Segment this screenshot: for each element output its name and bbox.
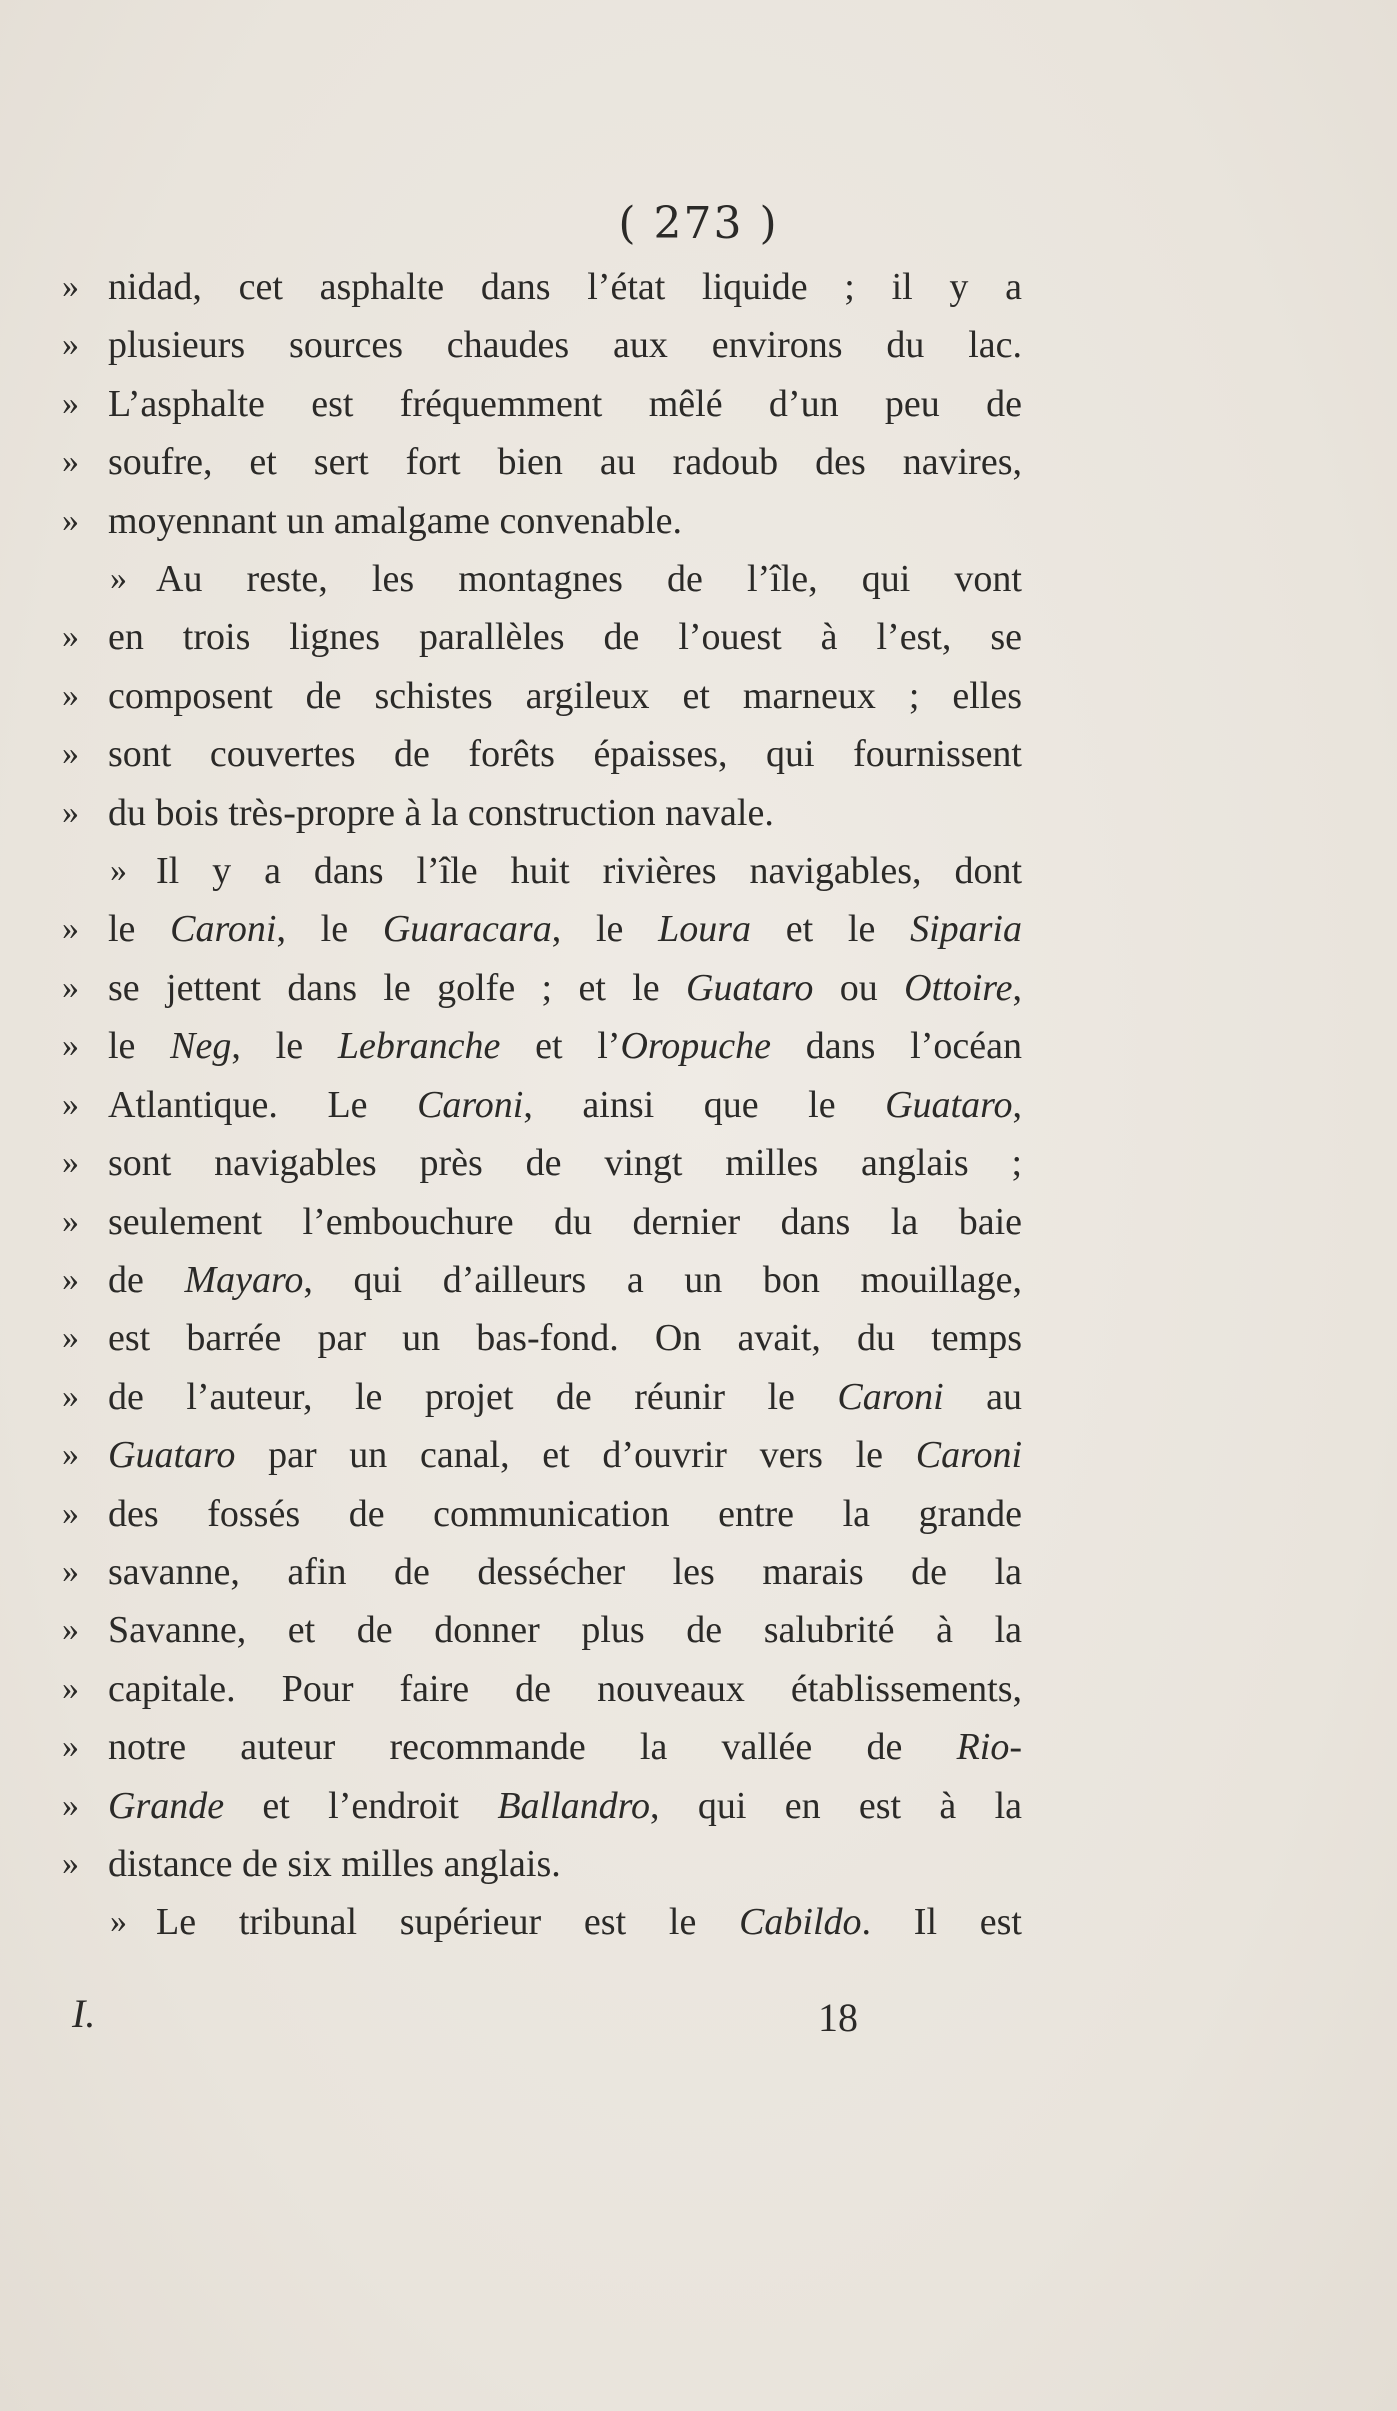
line-text: composent de schistes argileux et marneux ; elles: [108, 674, 1022, 717]
text-run: par un canal, et d’ouvrir vers le: [235, 1434, 916, 1477]
quote-mark: »: [110, 560, 127, 598]
place-name: Caroni: [837, 1375, 944, 1418]
text-run: le: [108, 908, 171, 951]
line-text: sont couvertes de forêts épaisses, qui fournissent: [108, 733, 1022, 776]
place-name: Guataro: [686, 966, 814, 1009]
quote-mark: »: [62, 384, 79, 422]
text-run: et l’endroit: [224, 1784, 498, 1827]
quote-mark: »: [62, 1027, 79, 1065]
signature-mark: I.: [72, 1991, 96, 2036]
quote-mark: »: [62, 1436, 79, 1474]
quote-mark: »: [62, 1611, 79, 1649]
line-text: moyennant un amalgame convenable.: [108, 499, 683, 542]
line-text: seulement l’embouchure du dernier dans la baie: [108, 1200, 1022, 1243]
text-line: [62, 1193, 1022, 1251]
quote-mark: »: [62, 1377, 79, 1415]
text-line: [62, 433, 1022, 491]
quote-mark: »: [62, 1494, 79, 1532]
text-line: [62, 1017, 1022, 1075]
page-number: ( 273 ): [618, 198, 779, 249]
text-line: [62, 1076, 1022, 1134]
quote-mark: »: [62, 1085, 79, 1123]
folio-number: 18: [818, 1995, 858, 2040]
place-name: Oropuche: [620, 1025, 772, 1068]
text-line: [62, 842, 1022, 900]
place-name: Loura: [658, 908, 752, 951]
text-line: [62, 550, 1022, 608]
text-line: [62, 375, 1022, 433]
quote-mark: »: [62, 326, 79, 364]
quote-mark: »: [62, 1728, 79, 1766]
place-name: Siparia: [910, 908, 1022, 951]
text-run: se jettent dans le golfe ; et le: [108, 966, 687, 1009]
text-run: le: [108, 1025, 171, 1068]
line-text: nidad, cet asphalte dans l’état liquide ; il y a: [108, 266, 1022, 308]
body-text: [62, 258, 1022, 1952]
text-run: ,: [1012, 966, 1022, 1009]
text-run: de: [108, 1258, 185, 1301]
quote-mark: »: [62, 1202, 79, 1240]
text-line: [62, 1835, 1022, 1893]
line-text: [108, 1426, 1022, 1484]
quote-mark: »: [62, 1552, 79, 1590]
text-line: [62, 258, 1022, 316]
place-name: Ottoire: [904, 966, 1013, 1009]
line-text: [108, 959, 1022, 1017]
place-name: Caroni: [417, 1083, 524, 1126]
line-text: [108, 1076, 1022, 1134]
quote-mark: »: [62, 1319, 79, 1357]
text-run: . Il est: [861, 1901, 1022, 1944]
place-name: Guataro: [885, 1083, 1013, 1126]
quote-mark: »: [62, 501, 79, 539]
line-text: [156, 1893, 1022, 1951]
text-line: [62, 1777, 1022, 1835]
line-text: distance de six milles anglais.: [108, 1842, 561, 1885]
text-run: , le: [231, 1025, 338, 1068]
line-text: en trois lignes parallèles de l’ouest à l’est, se: [108, 616, 1022, 659]
line-text: savanne, afin de dessécher les marais de la: [108, 1550, 1022, 1593]
text-line: [62, 1134, 1022, 1192]
line-text: [108, 1251, 1022, 1309]
line-text: des fossés de communication entre la grande: [108, 1492, 1022, 1535]
line-text: est barrée par un bas-fond. On avait, du temps: [108, 1317, 1022, 1360]
text-line: [62, 1426, 1022, 1484]
text-line: [62, 1660, 1022, 1718]
place-name: Guataro: [108, 1434, 236, 1477]
text-run: Le tribunal supérieur est le: [156, 1901, 740, 1944]
quote-mark: »: [62, 1144, 79, 1182]
page-footer: [0, 1990, 1397, 2050]
place-name: Cabildo: [739, 1901, 862, 1944]
line-text: sont navigables près de vingt milles anglais ;: [108, 1142, 1022, 1185]
line-text: L’asphalte est fréquemment mêlé d’un peu de: [108, 382, 1022, 425]
text-run: , le: [276, 908, 383, 951]
place-name: Caroni: [170, 908, 277, 951]
quote-mark: »: [62, 676, 79, 714]
place-name: Rio-: [956, 1726, 1022, 1769]
text-line: [62, 784, 1022, 842]
text-line: [62, 959, 1022, 1017]
text-line: [62, 492, 1022, 550]
text-line: [62, 1485, 1022, 1543]
line-text: soufre, et sert fort bien au radoub des navires,: [108, 441, 1022, 484]
place-name: Lebranche: [337, 1025, 501, 1068]
text-line: [62, 316, 1022, 374]
text-run: ,: [1012, 1083, 1022, 1126]
line-text: capitale. Pour faire de nouveaux établissements,: [108, 1667, 1022, 1710]
text-run: au: [943, 1375, 1022, 1418]
line-text: [108, 1368, 1022, 1426]
text-line: [62, 667, 1022, 725]
text-run: , qui en est à la: [650, 1784, 1022, 1827]
text-run: et le: [751, 908, 911, 951]
place-name: Mayaro: [184, 1258, 304, 1301]
quote-mark: »: [62, 968, 79, 1006]
place-name: Neg: [170, 1025, 232, 1068]
text-line: [62, 1309, 1022, 1367]
text-line: [62, 725, 1022, 783]
text-run: et l’: [500, 1025, 621, 1068]
quote-mark: »: [62, 1260, 79, 1298]
text-run: ou: [813, 966, 905, 1009]
line-text: [108, 1777, 1022, 1835]
quote-mark: »: [62, 910, 79, 948]
line-text: Savanne, et de donner plus de salubrité à la: [108, 1609, 1022, 1652]
line-text: du bois très-propre à la construction navale.: [108, 791, 774, 834]
quote-mark: »: [62, 443, 79, 481]
text-run: de l’auteur, le projet de réunir le: [108, 1375, 838, 1418]
quote-mark: »: [110, 1903, 127, 1941]
text-run: , ainsi que le: [523, 1083, 886, 1126]
text-run: , qui d’ailleurs a un bon mouillage,: [303, 1258, 1023, 1301]
text-line: [62, 900, 1022, 958]
quote-mark: »: [62, 1669, 79, 1707]
text-line: [62, 1543, 1022, 1601]
line-text: [108, 1017, 1022, 1075]
quote-mark: »: [110, 852, 127, 890]
quote-mark: »: [62, 735, 79, 773]
place-name: Caroni: [915, 1434, 1022, 1477]
text-line: [62, 1718, 1022, 1776]
text-line: [62, 1368, 1022, 1426]
quote-mark: »: [62, 793, 79, 831]
place-name: Grande: [108, 1784, 225, 1827]
quote-mark: »: [62, 1786, 79, 1824]
line-text: Au reste, les montagnes de l’île, qui vont: [156, 558, 1022, 601]
text-run: dans l’océan: [771, 1025, 1022, 1068]
text-line: [62, 1893, 1022, 1951]
text-run: notre auteur recommande la vallée de: [108, 1726, 957, 1769]
place-name: Guaracara: [382, 908, 552, 951]
quote-mark: »: [62, 1844, 79, 1882]
quote-mark: »: [62, 268, 79, 305]
place-name: Ballandro: [497, 1784, 651, 1827]
line-text: plusieurs sources chaudes aux environs du lac.: [108, 324, 1022, 367]
line-text: [108, 1718, 1022, 1776]
text-line: [62, 1251, 1022, 1309]
line-text: Il y a dans l’île huit rivières navigables, dont: [156, 850, 1022, 893]
text-line: [62, 608, 1022, 666]
quote-mark: »: [62, 618, 79, 656]
text-line: [62, 1601, 1022, 1659]
text-run: Atlantique. Le: [108, 1083, 418, 1126]
line-text: [108, 900, 1022, 958]
text-run: , le: [551, 908, 659, 951]
